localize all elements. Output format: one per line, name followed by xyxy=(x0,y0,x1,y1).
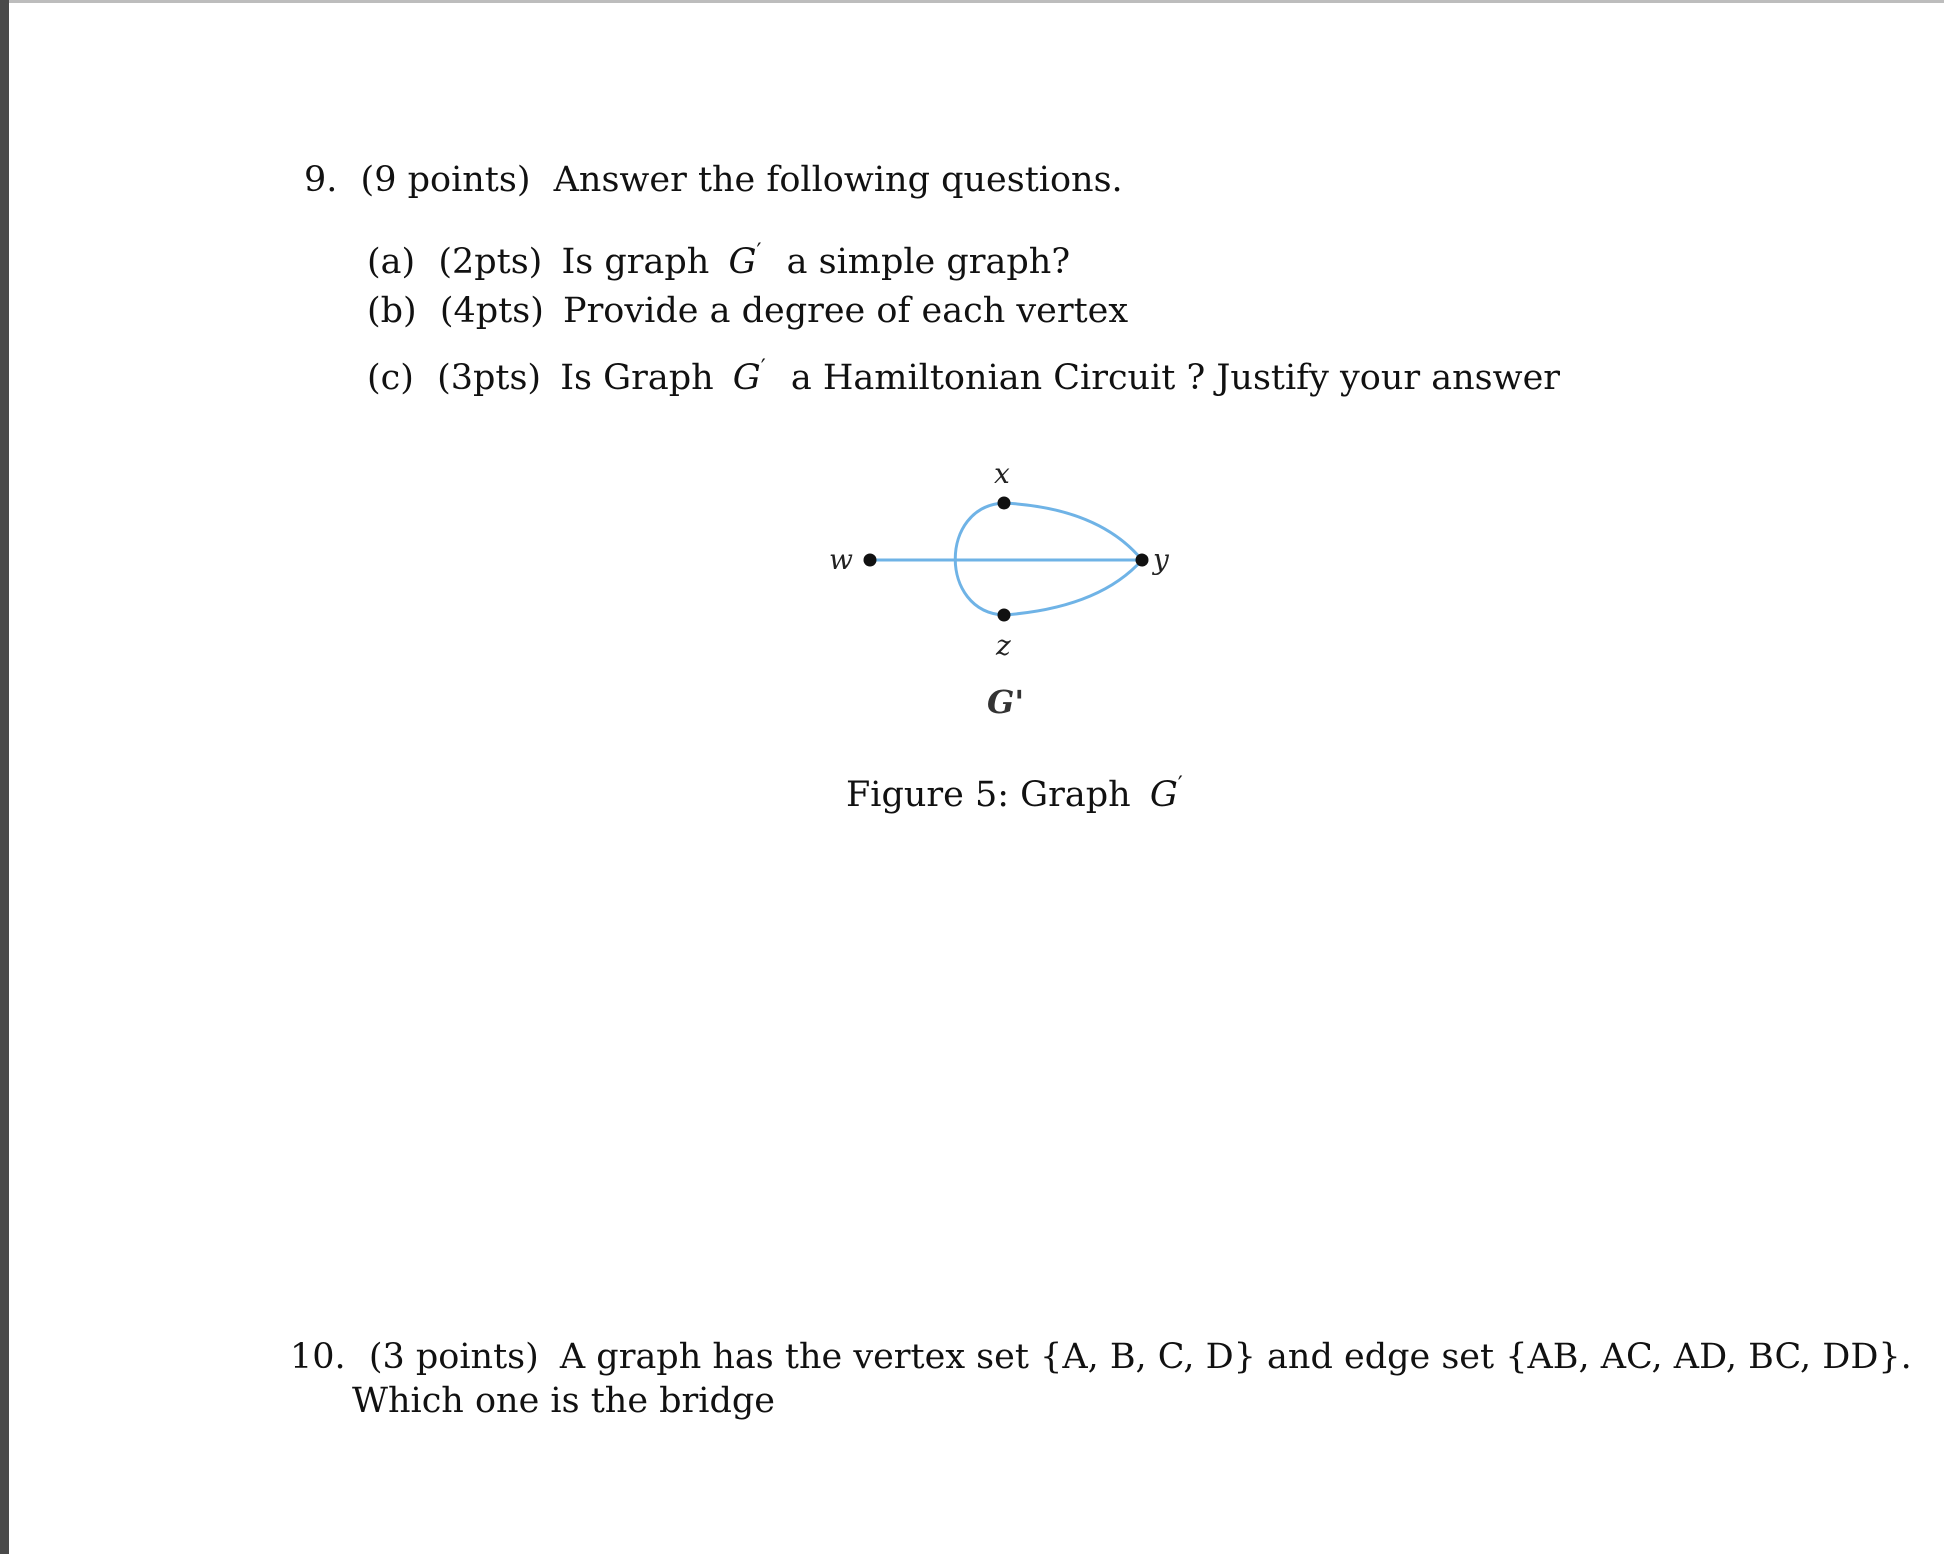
part-a-var: G xyxy=(728,242,757,282)
q10-text-line-2: Which one is the bridge xyxy=(352,1381,776,1421)
caption-prime: ′ xyxy=(1177,773,1183,798)
figure-caption xyxy=(846,764,1183,817)
part-c-label: (c) xyxy=(367,358,414,398)
part-c-text-pre: Is Graph xyxy=(560,358,714,398)
vertex-label-y: y xyxy=(1153,543,1169,576)
vertex-y xyxy=(1136,554,1149,567)
q10-line-1 xyxy=(290,1335,1912,1379)
vertex-z xyxy=(998,609,1011,622)
part-c-prime: ′ xyxy=(760,356,766,381)
part-a-label: (a) xyxy=(367,242,416,282)
vertex-x xyxy=(998,497,1011,510)
q9-points: (9 points) xyxy=(360,160,531,200)
graph-label: G' xyxy=(987,683,1025,721)
part-c-text-post: a Hamiltonian Circuit ? Justify your answer xyxy=(790,358,1561,398)
part-a-text-post: a simple graph? xyxy=(786,242,1071,282)
part-a-text-pre: Is graph xyxy=(561,242,710,282)
vertex-label-x: x xyxy=(994,457,1010,490)
vertex-w xyxy=(864,554,877,567)
caption-var: G xyxy=(1149,775,1178,815)
part-b-text: Provide a degree of each vertex xyxy=(563,291,1129,331)
viewer-left-border xyxy=(0,0,9,1554)
q10-line-2 xyxy=(352,1379,775,1423)
part-b-label: (b) xyxy=(367,291,417,331)
part-b-points: (4pts) xyxy=(439,291,544,331)
edge-x-y xyxy=(1004,503,1142,560)
vertex-label-w: w xyxy=(829,543,853,576)
part-c-var: G xyxy=(732,358,761,398)
part-c-points: (3pts) xyxy=(437,358,542,398)
q10-points: (3 points) xyxy=(368,1337,539,1377)
caption-text: Figure 5: Graph xyxy=(846,775,1131,815)
q9-number: 9. xyxy=(304,160,338,200)
document-page xyxy=(9,3,1944,1554)
q10-text-line-1: A graph has the vertex set {A, B, C, D} and edge set {AB, AC, AD, BC, DD}. xyxy=(559,1337,1912,1377)
part-a-points: (2pts) xyxy=(438,242,543,282)
edge-z-y xyxy=(1004,560,1142,615)
vertex-label-z: z xyxy=(996,629,1011,662)
part-a-prime: ′ xyxy=(756,240,762,265)
q10-number: 10. xyxy=(290,1337,346,1377)
q9-prompt: Answer the following questions. xyxy=(553,160,1123,200)
